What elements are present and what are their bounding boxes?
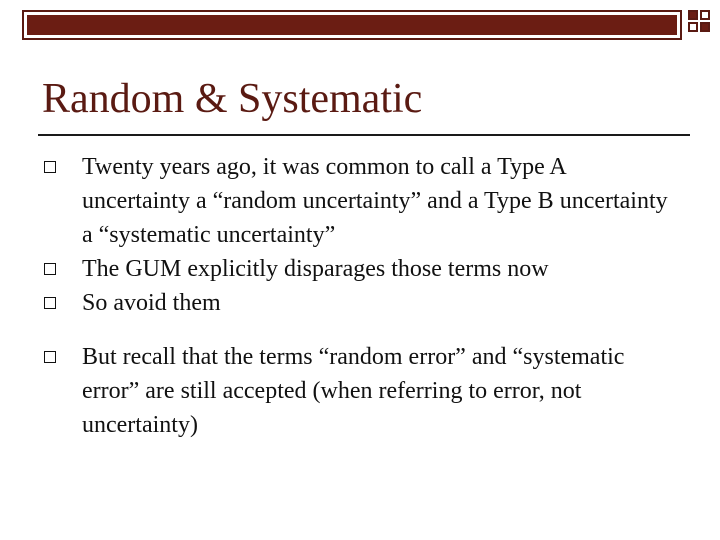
bullet-text: So avoid them — [82, 290, 221, 316]
bullet-text: The GUM explicitly disparages those terms now — [82, 256, 549, 282]
hollow-square-bullet-icon — [44, 161, 56, 173]
hollow-square-bullet-icon — [44, 351, 56, 363]
slide-title: Random & Systematic — [42, 76, 423, 122]
decoration-square — [688, 10, 698, 20]
hollow-square-bullet-icon — [44, 263, 56, 275]
bullet-item — [44, 150, 674, 252]
title-divider — [38, 134, 690, 136]
decoration-square — [700, 10, 710, 20]
bullet-item — [44, 286, 674, 320]
bullet-item — [44, 340, 674, 442]
decoration-square — [688, 22, 698, 32]
decoration-square — [700, 22, 710, 32]
header-decoration-fill — [27, 15, 677, 35]
hollow-square-bullet-icon — [44, 297, 56, 309]
header-decoration-bar — [22, 10, 682, 40]
bullet-text: Twenty years ago, it was common to call a Type A uncertainty a “random uncertainty” and a Type B uncertainty a “systematic uncertainty” — [82, 154, 668, 248]
bullet-item — [44, 252, 674, 286]
bullet-list — [44, 150, 674, 442]
bullet-text: But recall that the terms “random error” and “systematic error” are still accepted (when referring to error, not uncertainty) — [82, 344, 625, 438]
